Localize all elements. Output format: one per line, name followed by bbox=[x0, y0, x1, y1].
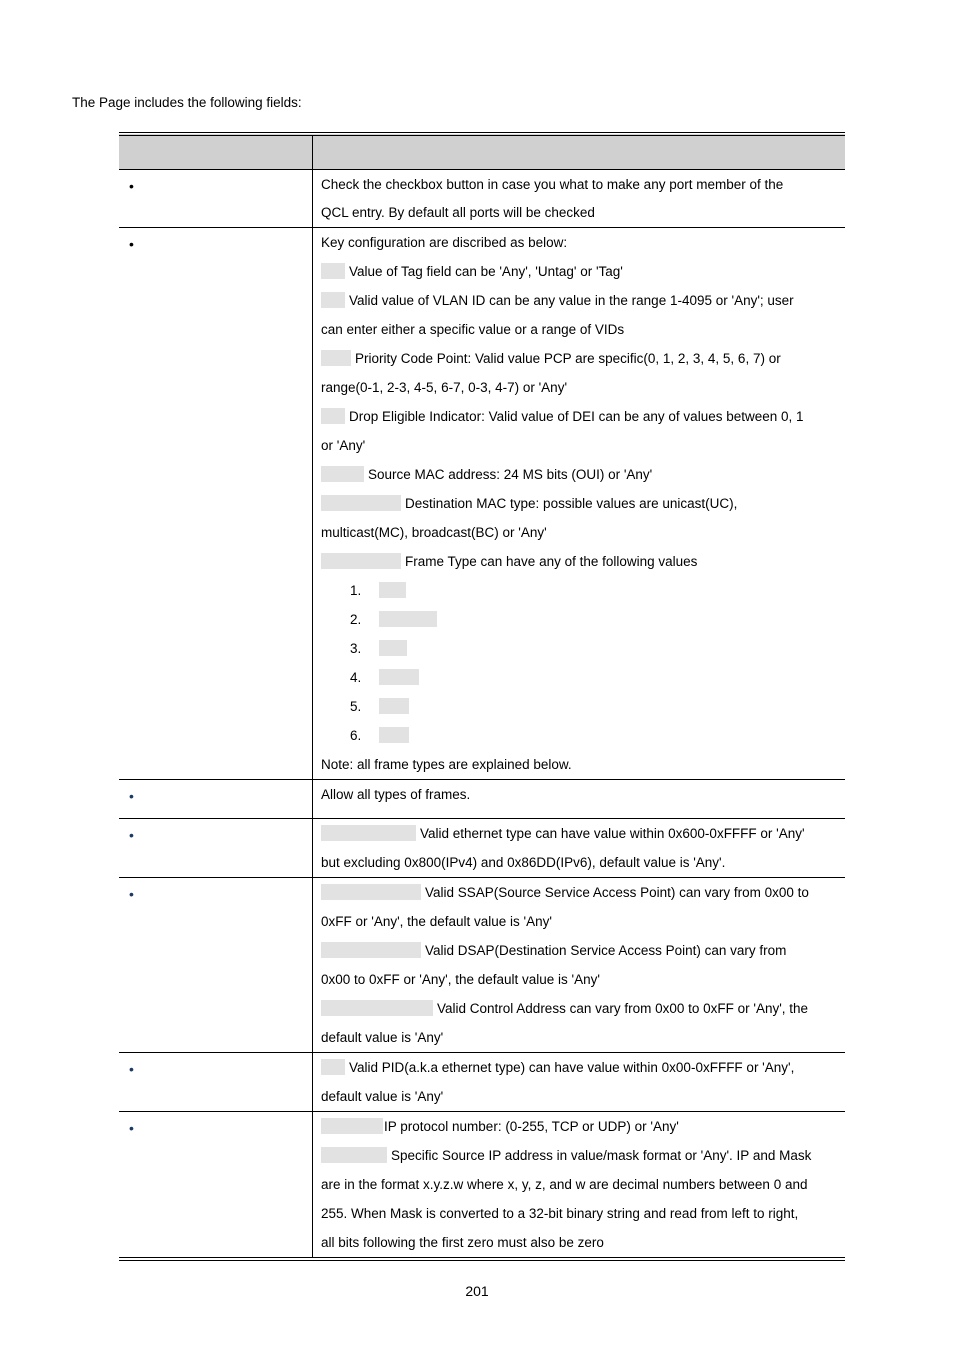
table-row bbox=[119, 819, 845, 878]
description-line: are in the format x.y.z.w where x, y, z, and w are decimal numbers between 0 and bbox=[321, 1177, 808, 1192]
field-name-highlight bbox=[321, 408, 345, 424]
description-line: default value is 'Any' bbox=[321, 1030, 444, 1045]
description-line: Value of Tag field can be 'Any', 'Untag' or 'Tag' bbox=[321, 257, 839, 286]
description-line: Frame Type can have any of the following values bbox=[321, 547, 839, 576]
bullet-icon: • bbox=[129, 1061, 134, 1077]
list-item: 2. bbox=[321, 605, 839, 634]
description-line: Key configuration are discribed as below: bbox=[321, 235, 568, 250]
description-line: 0xFF or 'Any', the default value is 'Any' bbox=[321, 914, 552, 929]
field-name-highlight bbox=[321, 1059, 345, 1075]
header-object bbox=[119, 134, 313, 170]
bullet-icon: • bbox=[129, 236, 134, 252]
field-name-highlight bbox=[321, 1118, 383, 1134]
description-line: Drop Eligible Indicator: Valid value of DEI can be any of values between 0, 1 bbox=[321, 402, 839, 431]
field-name-highlight bbox=[321, 825, 416, 841]
table-row bbox=[119, 170, 845, 228]
description-line: Source MAC address: 24 MS bits (OUI) or 'Any' bbox=[321, 460, 839, 489]
description-line: Priority Code Point: Valid value PCP are specific(0, 1, 2, 3, 4, 5, 6, 7) or bbox=[321, 344, 839, 373]
field-name-highlight bbox=[321, 1000, 433, 1016]
description-line: default value is 'Any' bbox=[321, 1089, 444, 1104]
description-line: 0x00 to 0xFF or 'Any', the default value is 'Any' bbox=[321, 972, 600, 987]
list-item: 5. bbox=[321, 692, 839, 721]
bullet-icon: • bbox=[129, 827, 134, 843]
table-row bbox=[119, 1112, 845, 1260]
table-row bbox=[119, 780, 845, 819]
frame-type-list bbox=[321, 576, 839, 750]
list-item: 3. bbox=[321, 634, 839, 663]
table-row bbox=[119, 228, 845, 780]
description-line: range(0-1, 2-3, 4-5, 6-7, 0-3, 4-7) or 'Any' bbox=[321, 380, 568, 395]
list-item: 6. bbox=[321, 721, 839, 750]
description-line: Valid Control Address can vary from 0x00 to 0xFF or 'Any', the bbox=[321, 994, 839, 1023]
field-name-highlight bbox=[321, 292, 345, 308]
bullet-icon: • bbox=[129, 788, 134, 804]
description-line: Allow all types of frames. bbox=[321, 787, 471, 802]
bullet-icon: • bbox=[129, 1120, 134, 1136]
field-name-highlight bbox=[321, 350, 351, 366]
description-line: Check the checkbox button in case you what to make any port member of the bbox=[321, 177, 784, 192]
description-line: but excluding 0x800(IPv4) and 0x86DD(IPv6), default value is 'Any'. bbox=[321, 855, 726, 870]
list-item: 4. bbox=[321, 663, 839, 692]
field-name-highlight bbox=[321, 466, 364, 482]
fields-table bbox=[119, 132, 845, 1261]
description-line: 255. When Mask is converted to a 32-bit binary string and read from left to right, bbox=[321, 1206, 799, 1221]
field-name-highlight bbox=[321, 1147, 387, 1163]
table-row bbox=[119, 878, 845, 1053]
page-number: 201 bbox=[465, 1283, 489, 1299]
list-item: 1. bbox=[321, 576, 839, 605]
bullet-icon: • bbox=[129, 886, 134, 902]
description-line: Valid SSAP(Source Service Access Point) can vary from 0x00 to bbox=[321, 878, 839, 907]
description-line: QCL entry. By default all ports will be checked bbox=[321, 205, 595, 220]
field-name-highlight bbox=[321, 553, 401, 569]
bullet-icon: • bbox=[129, 178, 134, 194]
table-row bbox=[119, 1053, 845, 1112]
description-line: can enter either a specific value or a range of VIDs bbox=[321, 322, 625, 337]
field-name-highlight bbox=[321, 942, 421, 958]
header-description bbox=[313, 134, 846, 170]
description-note: Note: all frame types are explained below. bbox=[321, 757, 572, 772]
field-name-highlight bbox=[321, 263, 345, 279]
intro-text: The Page includes the following fields: bbox=[72, 95, 302, 110]
description-line: Valid ethernet type can have value within 0x600-0xFFFF or 'Any' bbox=[321, 819, 839, 848]
table-header-row bbox=[119, 134, 845, 170]
description-line: Specific Source IP address in value/mask format or 'Any'. IP and Mask bbox=[321, 1141, 839, 1170]
description-line: all bits following the first zero must also be zero bbox=[321, 1235, 604, 1250]
description-line: Valid value of VLAN ID can be any value in the range 1-4095 or 'Any'; user bbox=[321, 286, 839, 315]
description-line: or 'Any' bbox=[321, 438, 366, 453]
description-line: Valid PID(a.k.a ethernet type) can have value within 0x00-0xFFFF or 'Any', bbox=[321, 1053, 839, 1082]
description-line: Valid DSAP(Destination Service Access Point) can vary from bbox=[321, 936, 839, 965]
description-line: Destination MAC type: possible values are unicast(UC), bbox=[321, 489, 839, 518]
description-line: multicast(MC), broadcast(BC) or 'Any' bbox=[321, 525, 547, 540]
description-line: IP protocol number: (0-255, TCP or UDP) or 'Any' bbox=[321, 1112, 839, 1141]
field-name-highlight bbox=[321, 884, 421, 900]
field-name-highlight bbox=[321, 495, 401, 511]
